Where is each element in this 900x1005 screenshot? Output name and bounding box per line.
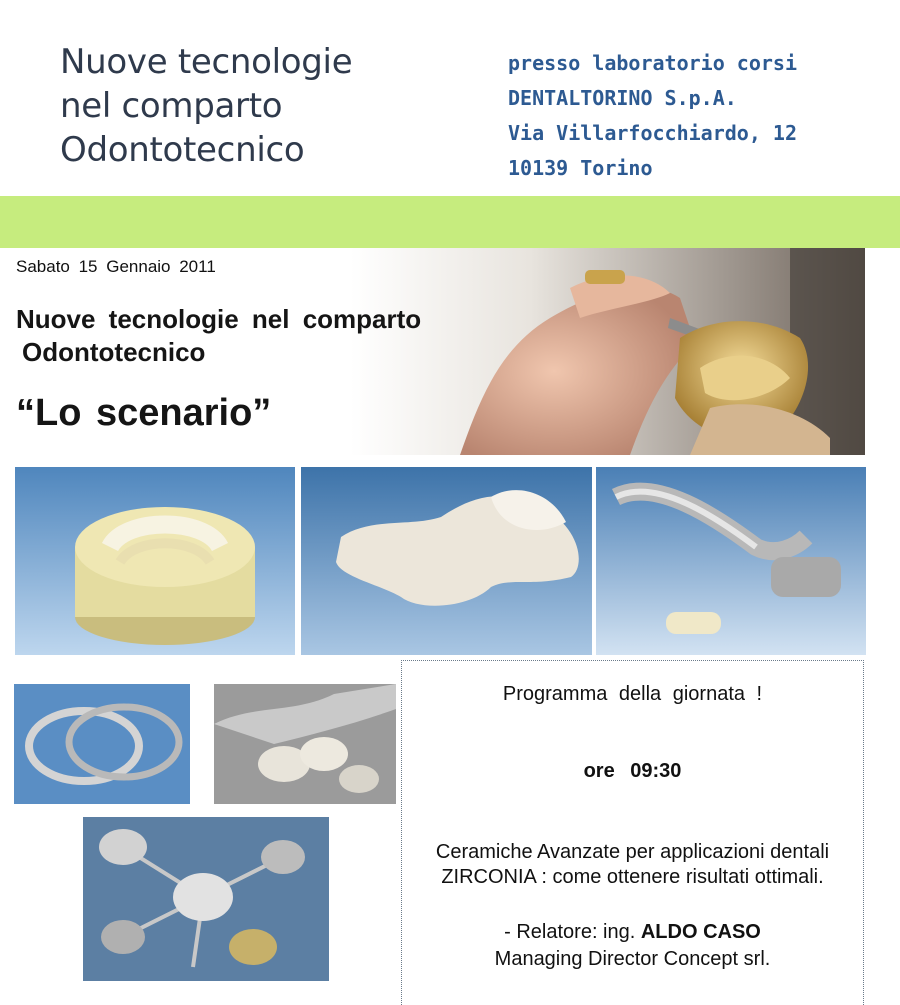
address-line-1: presso laboratorio corsi: [508, 51, 797, 75]
photo-metal-crowns: [596, 467, 866, 655]
main-title-line-1: Nuove tecnologie: [60, 42, 353, 82]
hero-photo-dental-technician: [350, 248, 865, 455]
program-speaker: [402, 921, 863, 944]
main-title: [60, 40, 480, 172]
green-band: [0, 196, 900, 248]
program-heading: Programma della giornata !: [502, 683, 763, 705]
photo-crowns-structure: [83, 817, 329, 981]
speaker-name: ALDO CASO: [640, 921, 761, 943]
program-time: ore 09:30: [583, 760, 682, 782]
speaker-role: Managing Director Concept srl.: [494, 948, 771, 970]
main-title-line-3: Odontotecnico: [60, 130, 305, 170]
flyer-title-line-2: Odontotecnico: [22, 337, 206, 367]
photo-dental-model: [15, 467, 295, 655]
photo-milled-disc: [214, 684, 396, 804]
address-line-4: 10139 Torino: [508, 156, 653, 180]
program-box: [401, 660, 864, 1005]
flyer-subtitle: “Lo scenario”: [16, 392, 272, 434]
photo-metal-rings: [14, 684, 190, 804]
program-topic-line-2: ZIRCONIA : come ottenere risultati ottimali.: [441, 866, 824, 888]
flyer-title-line-1: Nuove tecnologie nel comparto: [16, 304, 422, 334]
event-date: Sabato 15 Gennaio 2011: [16, 257, 216, 276]
main-title-line-2: nel comparto: [60, 86, 283, 126]
address-line-2: DENTALTORINO S.p.A.: [508, 86, 737, 110]
venue-address: [508, 46, 888, 186]
address-line-3: Via Villarfocchiardo, 12: [508, 121, 797, 145]
speaker-prefix: - Relatore: ing.: [504, 921, 641, 943]
photo-zirconia-bridge: [301, 467, 592, 655]
flyer-title: [16, 303, 421, 369]
program-topic-line-1: Ceramiche Avanzate per applicazioni dentali: [435, 841, 830, 863]
